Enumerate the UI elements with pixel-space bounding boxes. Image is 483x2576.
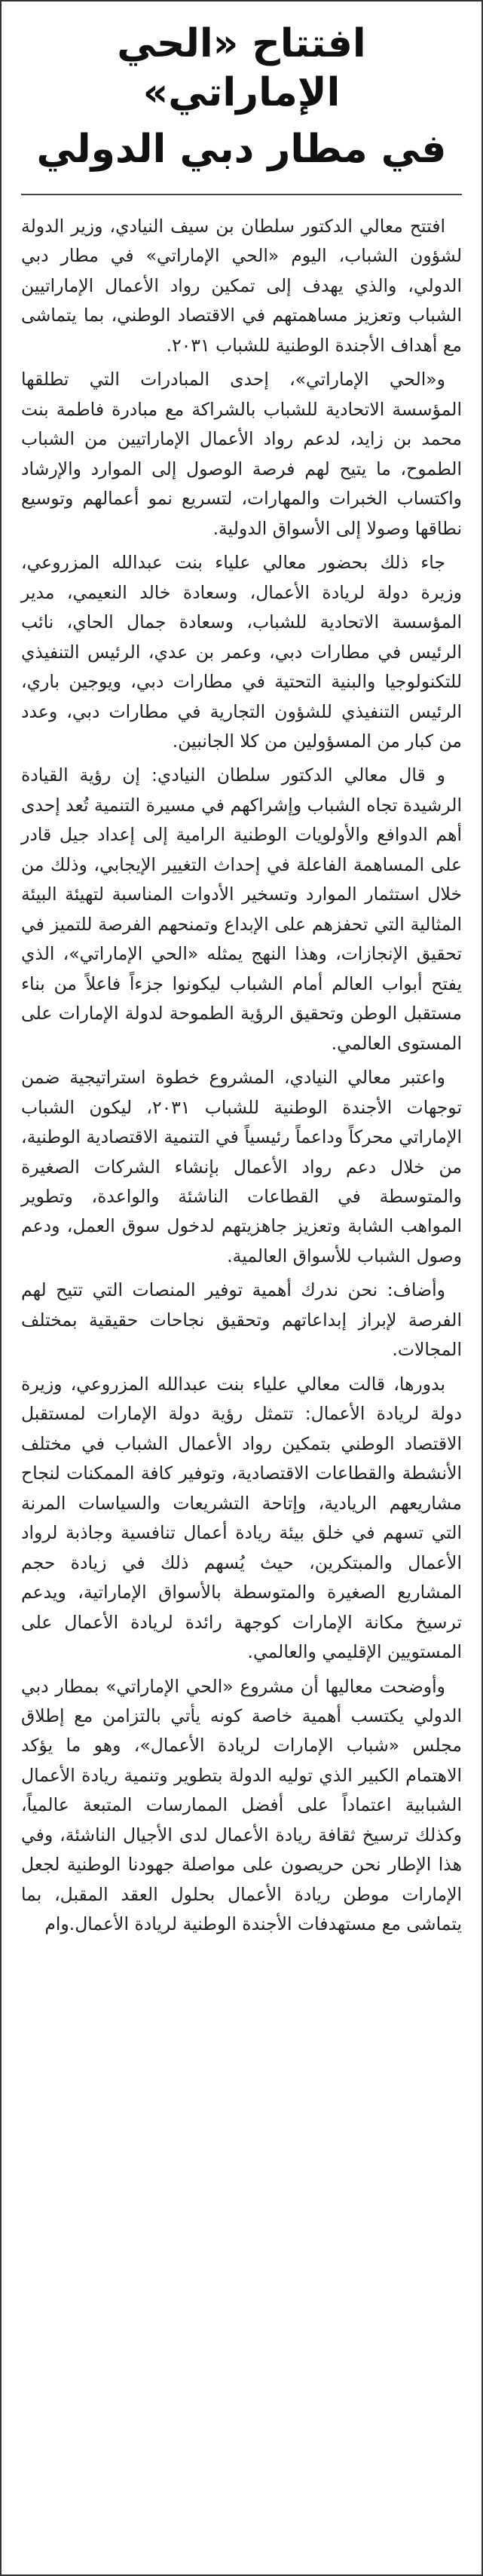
- headline-divider: [21, 194, 462, 195]
- article-headline: [21, 15, 462, 174]
- article-paragraph: بدورها، قالت معالي علياء بنت عبدالله المزروعي، وزيرة دولة لريادة الأعمال: تتمثل رؤية دولة الإمارات لمستقبل الاقتصاد الوطني بتمكين رواد الأعمال الشباب في مختلف الأنشطة والقطاعات الاقتصادية، وتوفير كافة الممكنات لنجاح مشاريعهم الريادية، وإتاحة التشريعات والسياسات المرنة التي تسهم في خلق بيئة ريادة أعمال تنافسية وجاذبة لرواد الأعمال والمبتكرين، حيث يُسهم ذلك في زيادة حجم المشاريع الصغيرة والمتوسطة بالأسواق الإماراتية، ويدعم ترسيخ مكانة الإمارات كوجهة رائدة لريادة الأعمال على المستويين الإقليمي والعالمي.: [21, 1373, 462, 1663]
- article-paragraph: جاء ذلك بحضور معالي علياء بنت عبدالله المزروعي، وزيرة دولة لريادة الأعمال، وسعادة خالد النعيمي، مدير المؤسسة الاتحادية للشباب، وسعادة جمال الحاي، نائب الرئيس في مطارات دبي، وعمر بن عدي، الرئيس التنفيذي للتكنولوجيا والبنية التحتية في مطارات دبي، ويوجين باري، الرئيس التنفيذي للشؤون التجارية في مطارات دبي، وعدد من كبار من المسؤولين من كلا الجانبين.: [21, 552, 462, 752]
- article-paragraph: وأضاف: نحن ندرك أهمية توفير المنصات التي تتيح لهم الفرصة لإبراز إبداعاتهم وتحقيق نجاحات حقيقية بمختلف المجالات.: [21, 1279, 462, 1361]
- article-paragraph: واعتبر معالي النيادي، المشروع خطوة استراتيجية ضمن توجهات الأجندة الوطنية للشباب ٢٠٣١، ليكون الشباب الإماراتي محركاً وداعماً رئيسياً في التنمية الاقتصادية الوطنية، من خلال دعم رواد الأعمال بإنشاء الشركات الصغيرة والمتوسطة في القطاعات الناشئة والواعدة، وتطوير المواهب الشابة وتعزيز جاهزيتهم لدخول سوق العمل، ودعم وصول الشباب للأسواق العالمية.: [21, 1067, 462, 1267]
- headline-line-1: افتتاح «الحي الإماراتي»: [117, 21, 366, 115]
- article-paragraph: وأوضحت معاليها أن مشروع «الحي الإماراتي» بمطار دبي الدولي يكتسب أهمية خاصة كونه يأتي بالتزامن مع إطلاق مجلس «شباب الإمارات لريادة الأعمال»، وهو ما يؤكد الاهتمام الكبير الذي توليه الدولة بتطوير وتنمية ريادة الأعمال الشبابية اعتماداً على أفضل الممارسات المتبعة عالمياً، وكذلك ترسيخ ثقافة ريادة الأعمال لدى الأجيال الناشئة، وفي هذا الإطار نحن حريصون على مواصلة جهودنا الوطنية لجعل الإمارات موطن ريادة الأعمال بحلول العقد المقبل، بما يتماشى مع مستهدفات الأجندة الوطنية لريادة الأعمال.وام: [21, 1675, 462, 1935]
- article-paragraph: و«الحي الإماراتي»، إحدى المبادرات التي تطلقها المؤسسة الاتحادية للشباب بالشراكة مع مبادرة فاطمة بنت محمد بن زايد، لدعم رواد الأعمال الإماراتيين من الشباب الطموح، ما يتيح لهم فرصة الوصول إلى الموارد والإرشاد واكتساب الخبرات والمهارات، لتسريع نمو أعمالهم وتوسيع نطاقها وصولا إلى الأسواق الدولية.: [21, 369, 462, 539]
- headline-line-2: في مطار دبي الدولي: [36, 127, 447, 172]
- article-paragraph: و قال معالي الدكتور سلطان النيادي: إن رؤية القيادة الرشيدة تجاه الشباب وإشراكهم في مسيرة التنمية تُعد إحدى أهم الدوافع والأولويات الوطنية الرامية إلى إعداد جيل قادر على المساهمة الفاعلة في إحداث التغيير الإيجابي، وذلك من خلال استثمار الموارد وتسخير الأدوات المناسبة لتهيئة البيئة المثالية التي تحفزهم على الإبداع وتمنحهم الفرصة للتميز في تحقيق الإنجازات، وهذا النهج يمثله «الحي الإماراتي»، الذي يفتح أبواب العالم أمام الشباب ليكونوا جزءاً فاعلاً من بناء مستقبل الوطن وتحقيق الرؤية الطموحة لدولة الإمارات على المستوى العالمي.: [21, 764, 462, 1054]
- article-paragraph: افتتح معالي الدكتور سلطان بن سيف النيادي، وزير الدولة لشؤون الشباب، اليوم «الحي الإماراتي» في مطار دبي الدولي، والذي يهدف إلى تمكين رواد الأعمال الإماراتيين الشباب وتعزيز مساهمتهم في الاقتصاد الوطني، بما يتماشى مع أهداف الأجندة الوطنية للشباب ٢٠٣١.: [21, 216, 462, 356]
- article-body: [21, 212, 462, 1940]
